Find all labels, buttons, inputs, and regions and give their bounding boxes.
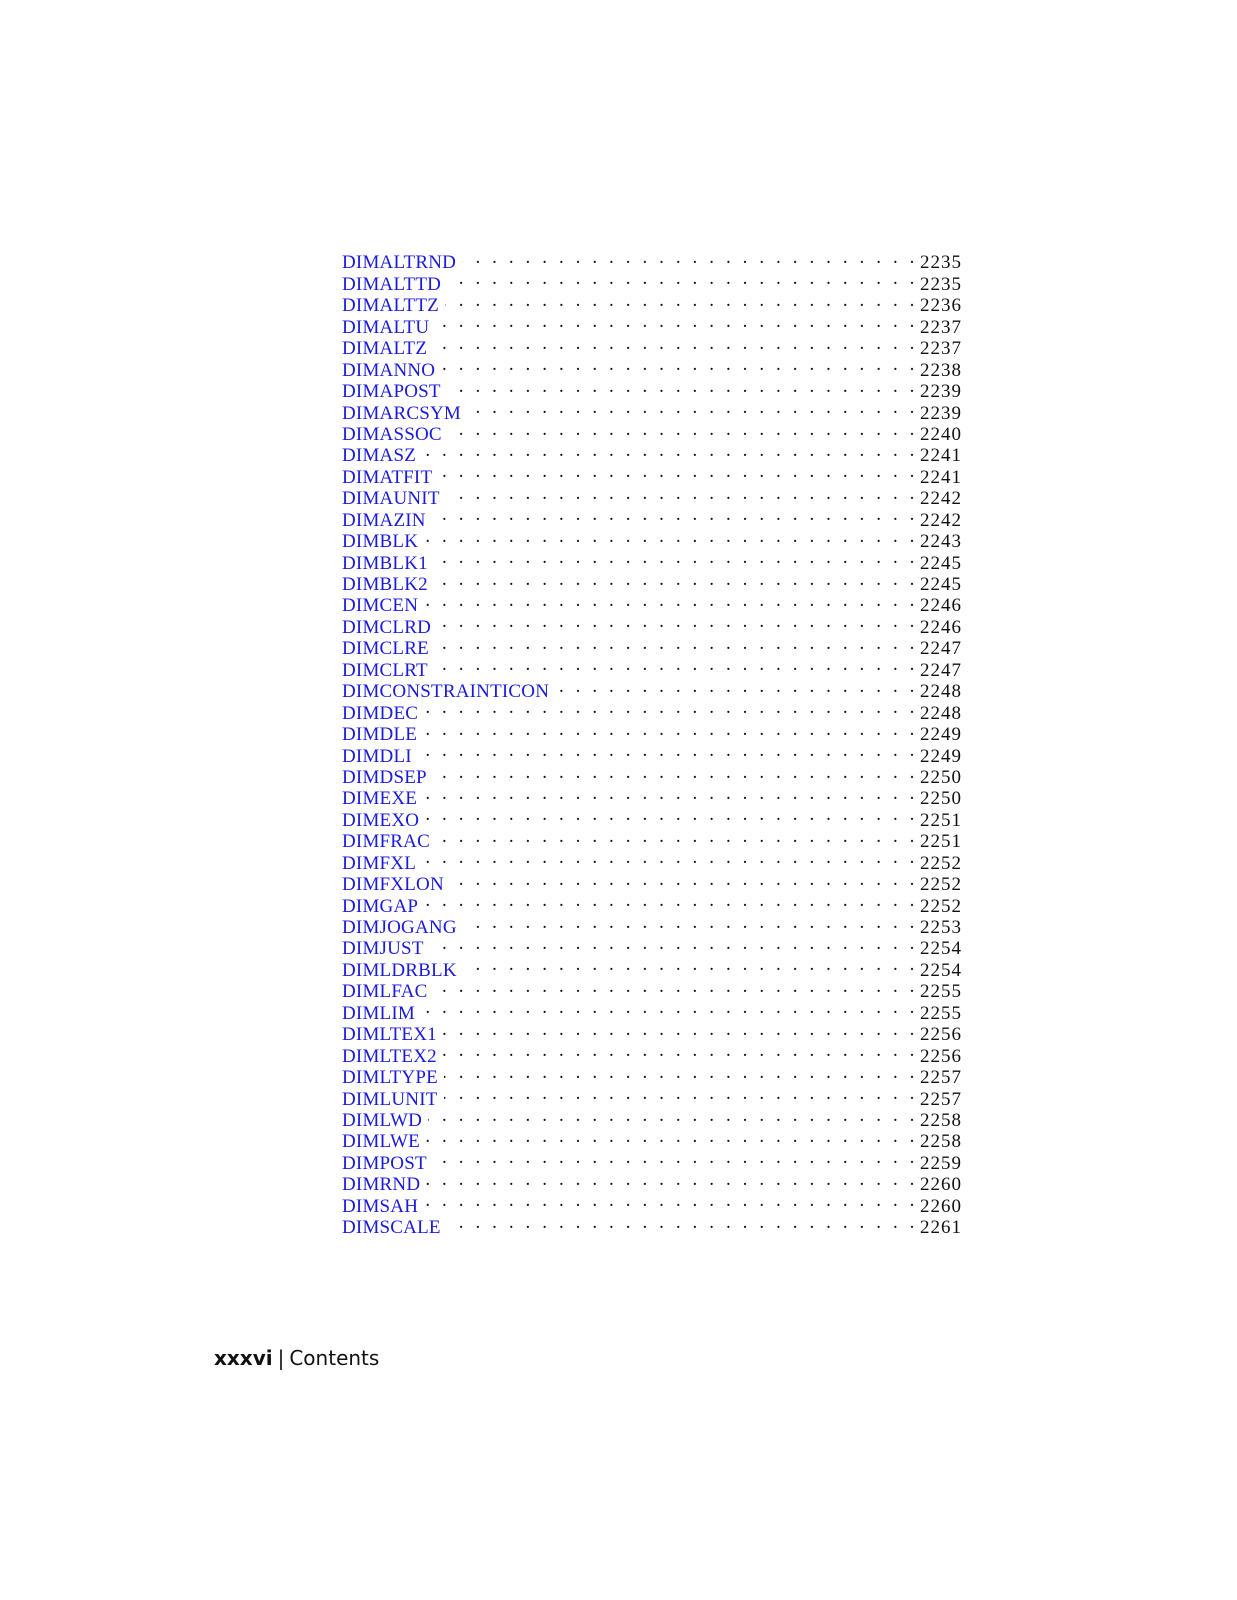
toc-entry <box>342 1019 962 1046</box>
dot-leader <box>467 397 918 418</box>
dot-leader <box>430 933 918 954</box>
toc-entry-link[interactable]: DIMFXL <box>342 853 422 874</box>
toc-page-number: 2251 <box>920 809 962 831</box>
toc-entry <box>342 954 962 981</box>
dot-leader <box>428 1105 918 1126</box>
dot-leader <box>435 311 918 332</box>
dot-leader <box>432 504 918 525</box>
footer-section-title: Contents <box>289 1346 380 1370</box>
toc-entry-link[interactable]: DIMALTZ <box>342 338 433 359</box>
toc-entry <box>342 869 962 896</box>
toc-page-number: 2248 <box>920 681 962 703</box>
toc-entry-link[interactable]: DIMLTEX1 <box>342 1024 443 1045</box>
toc-entry <box>342 569 962 595</box>
toc-entry-link[interactable]: DIMBLK2 <box>342 574 434 595</box>
toc-page-number: 2235 <box>920 252 962 274</box>
dot-leader <box>445 290 918 311</box>
toc-entry-link[interactable]: DIMCONSTRAINTICON <box>342 681 555 702</box>
toc-page-number: 2238 <box>920 359 962 381</box>
toc-entry-link[interactable]: DIMALTRND <box>342 252 462 273</box>
toc-entry-link[interactable]: DIMRND <box>342 1174 426 1195</box>
toc-entry <box>342 676 962 703</box>
toc-page-number: 2242 <box>920 509 962 531</box>
toc-entry-link[interactable]: DIMAZIN <box>342 510 432 531</box>
toc-entry <box>342 697 962 724</box>
dot-leader <box>437 611 918 632</box>
toc-page-number: 2255 <box>920 1002 962 1024</box>
toc-entry <box>342 912 962 938</box>
dot-leader <box>448 419 918 440</box>
toc-entry-link[interactable]: DIMDLE <box>342 724 423 745</box>
toc-entry <box>342 590 962 617</box>
toc-entry <box>342 1126 962 1153</box>
toc-entry-link[interactable]: DIMALTTD <box>342 274 447 295</box>
toc-entry-link[interactable]: DIMBLK <box>342 531 424 552</box>
dot-leader <box>463 912 918 933</box>
dot-leader <box>450 869 918 890</box>
toc-entry <box>342 440 962 467</box>
toc-entry-link[interactable]: DIMDLI <box>342 746 418 767</box>
toc-page-number: 2251 <box>920 831 962 853</box>
toc-page-number: 2254 <box>920 938 962 960</box>
toc-entry-link[interactable]: DIMEXO <box>342 810 425 831</box>
toc-page-number: 2241 <box>920 445 962 467</box>
toc-entry-link[interactable]: DIMJUST <box>342 938 430 959</box>
toc-entry-link[interactable]: DIMJOGANG <box>342 917 463 938</box>
toc-page-number: 2260 <box>920 1174 962 1196</box>
dot-leader <box>434 976 919 997</box>
page-folio: xxxvi <box>214 1346 273 1370</box>
dot-leader <box>434 569 918 590</box>
dot-leader <box>444 1083 918 1104</box>
dot-leader <box>422 847 918 868</box>
toc-page-number: 2249 <box>920 724 962 746</box>
dot-leader <box>434 654 918 675</box>
toc-entry-link[interactable]: DIMLIM <box>342 1003 421 1024</box>
toc-entry-link[interactable]: DIMAUNIT <box>342 488 446 509</box>
toc-entry <box>342 1147 962 1174</box>
toc-page-number: 2246 <box>920 595 962 617</box>
dot-leader <box>433 762 918 783</box>
toc-page-number: 2255 <box>920 981 962 1003</box>
dot-leader <box>424 890 918 911</box>
dot-leader <box>463 954 918 975</box>
toc-page-number: 2250 <box>920 766 962 788</box>
toc-page-number: 2245 <box>920 552 962 574</box>
toc-page-number: 2256 <box>920 1045 962 1067</box>
toc-entry-link[interactable]: DIMSCALE <box>342 1217 447 1238</box>
toc-page-number: 2261 <box>920 1217 962 1239</box>
toc-entry-link[interactable]: DIMPOST <box>342 1153 433 1174</box>
toc-entry-link[interactable]: DIMLTYPE <box>342 1067 444 1088</box>
toc-entry-link[interactable]: DIMCLRD <box>342 617 437 638</box>
table-of-contents <box>342 247 962 1239</box>
footer-separator: | <box>277 1346 285 1370</box>
toc-entry <box>342 847 962 874</box>
toc-entry <box>342 1212 962 1239</box>
toc-page-number: 2252 <box>920 874 962 896</box>
dot-leader <box>446 483 918 504</box>
dot-leader <box>447 1212 918 1233</box>
toc-page-number: 2247 <box>920 638 962 660</box>
toc-page-number: 2248 <box>920 702 962 724</box>
toc-entry <box>342 547 962 574</box>
toc-entry-link[interactable]: DIMALTTZ <box>342 295 445 316</box>
toc-entry <box>342 333 962 360</box>
toc-entry-link[interactable]: DIMCEN <box>342 595 424 616</box>
dot-leader <box>443 1019 918 1040</box>
toc-page-number: 2256 <box>920 1024 962 1046</box>
dot-leader <box>422 440 918 461</box>
toc-page-number: 2254 <box>920 959 962 981</box>
toc-page-number: 2239 <box>920 381 962 403</box>
toc-page-number: 2257 <box>920 1088 962 1110</box>
dot-leader <box>425 804 918 825</box>
dot-leader <box>423 719 918 740</box>
toc-page-number: 2252 <box>920 852 962 874</box>
toc-page-number: 2243 <box>920 531 962 553</box>
toc-entry-link[interactable]: DIMDSEP <box>342 767 433 788</box>
toc-entry <box>342 804 962 831</box>
toc-entry-link[interactable]: DIMANNO <box>342 360 441 381</box>
dot-leader <box>555 676 918 697</box>
dot-leader <box>435 633 918 654</box>
toc-entry <box>342 997 962 1024</box>
toc-page-number: 2253 <box>920 917 962 938</box>
dot-leader <box>424 526 918 547</box>
toc-entry-link[interactable]: DIMDEC <box>342 703 424 724</box>
toc-page-number: 2260 <box>920 1195 962 1217</box>
toc-entry-link[interactable]: DIMEXE <box>342 788 423 809</box>
toc-page-number: 2250 <box>920 788 962 810</box>
dot-leader <box>447 268 918 289</box>
toc-page-number: 2246 <box>920 616 962 638</box>
toc-entry-link[interactable]: DIMLTEX2 <box>342 1046 443 1067</box>
toc-entry-link[interactable]: DIMSAH <box>342 1196 424 1217</box>
toc-page-number: 2242 <box>920 488 962 510</box>
dot-leader <box>433 1147 918 1168</box>
toc-page-number: 2235 <box>920 273 962 295</box>
page-footer <box>214 1346 379 1370</box>
toc-entry-link[interactable]: DIMATFIT <box>342 467 438 488</box>
toc-entry <box>342 526 962 553</box>
toc-entry <box>342 504 962 531</box>
toc-page-number: 2259 <box>920 1152 962 1174</box>
toc-entry-link[interactable]: DIMARCSYM <box>342 403 467 424</box>
dot-leader <box>424 1190 918 1211</box>
toc-entry <box>342 826 962 853</box>
toc-entry <box>342 719 962 746</box>
dot-leader <box>438 461 918 482</box>
toc-entry-link[interactable]: DIMASSOC <box>342 424 448 445</box>
dot-leader <box>424 590 918 611</box>
toc-entry-link[interactable]: DIMLWD <box>342 1110 428 1131</box>
toc-entry <box>342 311 962 338</box>
dot-leader <box>434 547 918 568</box>
toc-entry-link[interactable]: DIMAPOST <box>342 381 447 402</box>
toc-entry-link[interactable]: DIMGAP <box>342 896 424 917</box>
toc-entry-link[interactable]: DIMLDRBLK <box>342 960 463 981</box>
toc-entry <box>342 1105 962 1131</box>
toc-page-number: 2249 <box>920 745 962 767</box>
toc-page-number: 2252 <box>920 895 962 917</box>
toc-page-number: 2247 <box>920 659 962 681</box>
toc-entry-link[interactable]: DIMALTU <box>342 317 435 338</box>
toc-entry-link[interactable]: DIMLWE <box>342 1131 426 1152</box>
dot-leader <box>447 376 918 397</box>
dot-leader <box>421 997 918 1018</box>
toc-page-number: 2237 <box>920 316 962 338</box>
toc-entry <box>342 1190 962 1217</box>
dot-leader <box>436 826 918 847</box>
toc-entry <box>342 1169 962 1196</box>
toc-entry <box>342 461 962 488</box>
toc-entry-link[interactable]: DIMFXLON <box>342 874 450 895</box>
toc-entry-link[interactable]: DIMFRAC <box>342 831 436 852</box>
toc-page-number: 2236 <box>920 295 962 317</box>
dot-leader <box>462 247 918 268</box>
toc-entry <box>342 976 962 1003</box>
dot-leader <box>423 783 918 804</box>
dot-leader <box>424 697 918 718</box>
toc-entry-link[interactable]: DIMCLRT <box>342 660 434 681</box>
toc-entry-link[interactable]: DIMCLRE <box>342 638 435 659</box>
dot-leader <box>443 1040 918 1061</box>
toc-entry-link[interactable]: DIMLUNIT <box>342 1089 444 1110</box>
toc-entry <box>342 890 962 917</box>
toc-page-number: 2245 <box>920 574 962 595</box>
dot-leader <box>444 1062 918 1083</box>
dot-leader <box>426 1169 918 1190</box>
toc-page-number: 2241 <box>920 466 962 488</box>
toc-entry-link[interactable]: DIMBLK1 <box>342 553 434 574</box>
toc-entry <box>342 783 962 810</box>
toc-entry <box>342 354 962 381</box>
dot-leader <box>441 354 918 375</box>
toc-entry <box>342 611 962 638</box>
toc-entry <box>342 654 962 681</box>
toc-page-number: 2237 <box>920 338 962 360</box>
toc-entry-link[interactable]: DIMASZ <box>342 445 422 466</box>
toc-entry <box>342 633 962 660</box>
dot-leader <box>426 1126 918 1147</box>
toc-page-number: 2239 <box>920 402 962 424</box>
toc-entry <box>342 740 962 767</box>
toc-entry <box>342 762 962 788</box>
toc-page-number: 2240 <box>920 423 962 445</box>
toc-page-number: 2258 <box>920 1131 962 1153</box>
toc-entry-link[interactable]: DIMLFAC <box>342 981 434 1002</box>
toc-page-number: 2258 <box>920 1109 962 1131</box>
dot-leader <box>433 333 918 354</box>
toc-page-number: 2257 <box>920 1067 962 1089</box>
dot-leader <box>418 740 918 761</box>
toc-entry <box>342 247 962 274</box>
toc-entry <box>342 933 962 960</box>
